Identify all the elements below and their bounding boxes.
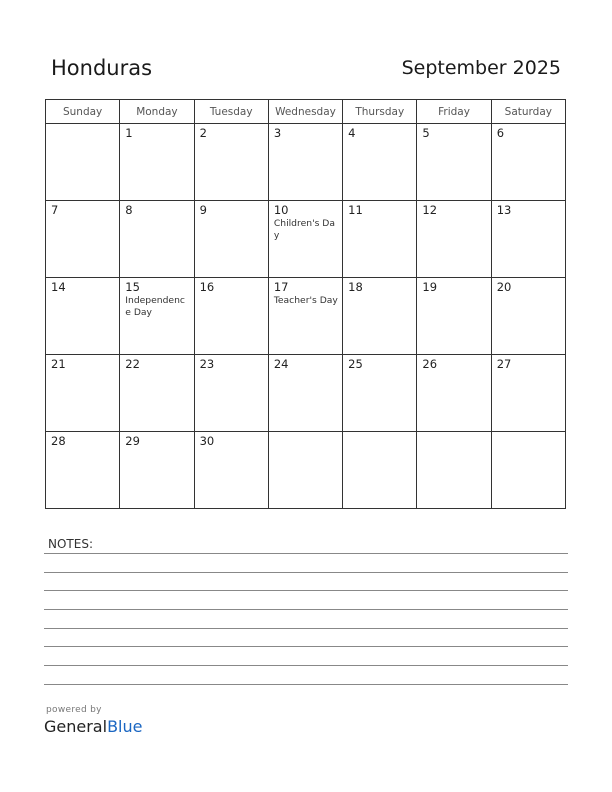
day-cell-content (492, 432, 565, 434)
day-cell (343, 124, 417, 201)
calendar-grid (45, 99, 566, 509)
day-cell (194, 124, 268, 201)
holiday-label: Children's Day (273, 218, 336, 241)
day-cell-content (269, 278, 342, 307)
weekday-header: Sunday (46, 100, 120, 124)
weekday-header: Wednesday (268, 100, 342, 124)
holiday-label: Independence Day (125, 295, 185, 318)
day-cell (417, 278, 491, 355)
day-cell (194, 432, 268, 509)
day-cell (343, 355, 417, 432)
day-number: 23 (199, 357, 215, 371)
day-number: 1 (125, 126, 133, 140)
day-cell (268, 355, 342, 432)
day-number: 19 (422, 280, 438, 294)
week-row (46, 201, 566, 278)
day-cell-content (195, 201, 268, 217)
day-cell-content (46, 355, 119, 371)
day-number: 24 (273, 357, 289, 371)
day-number: 26 (422, 357, 438, 371)
day-cell (120, 124, 194, 201)
day-number: 18 (348, 280, 363, 294)
day-cell (343, 278, 417, 355)
day-cell-content (120, 355, 193, 371)
day-cell-content (120, 124, 193, 140)
day-cell-content (417, 278, 490, 294)
day-number: 20 (496, 280, 512, 294)
day-cell-content (343, 278, 416, 294)
day-cell (194, 355, 268, 432)
day-cell (268, 432, 342, 509)
day-cell-content (417, 201, 490, 217)
day-cell-content (417, 432, 490, 434)
day-number: 4 (348, 126, 356, 140)
day-cell-content (195, 432, 268, 448)
note-line (44, 553, 568, 554)
notes-label: NOTES: (48, 537, 93, 551)
day-number: 8 (125, 203, 133, 217)
brand-logo (44, 717, 142, 736)
day-cell (491, 278, 565, 355)
day-number: 3 (273, 126, 282, 140)
day-cell-content (492, 278, 565, 294)
day-number: 7 (51, 203, 59, 217)
day-cell (120, 355, 194, 432)
day-number: 21 (51, 357, 66, 371)
day-cell-content (269, 201, 342, 242)
week-row (46, 124, 566, 201)
day-cell-content (195, 355, 268, 371)
brand-name-general: General (44, 717, 108, 736)
day-cell-content (195, 124, 268, 140)
day-number: 27 (496, 357, 512, 371)
day-number: 15 (125, 280, 140, 294)
day-cell (417, 124, 491, 201)
day-number: 13 (496, 203, 512, 217)
month-title: September 2025 (401, 57, 561, 79)
day-cell-content (46, 124, 119, 126)
weekday-header-row (46, 100, 566, 124)
day-number: 11 (348, 203, 363, 217)
day-cell-content (269, 355, 342, 371)
day-number: 2 (199, 126, 207, 140)
day-cell (343, 201, 417, 278)
day-cell-content (492, 355, 565, 371)
day-cell-content (120, 201, 193, 217)
note-line (44, 572, 568, 573)
day-number: 9 (199, 203, 207, 217)
note-line (44, 590, 568, 591)
brand-name-blue: Blue (107, 717, 143, 736)
day-cell-content (417, 124, 490, 140)
day-cell (491, 124, 565, 201)
day-cell (417, 355, 491, 432)
day-cell (417, 201, 491, 278)
day-cell (120, 201, 194, 278)
day-cell (194, 278, 268, 355)
day-cell-content (46, 278, 119, 294)
day-cell-content (343, 201, 416, 217)
day-cell-content (195, 278, 268, 294)
day-cell-content (269, 432, 342, 434)
day-cell-content (492, 201, 565, 217)
day-cell-content (46, 432, 119, 448)
day-cell (46, 124, 120, 201)
day-cell (120, 432, 194, 509)
day-cell-content (120, 432, 193, 448)
day-cell (491, 432, 565, 509)
day-cell-content (492, 124, 565, 140)
weekday-header: Monday (120, 100, 194, 124)
day-cell (343, 432, 417, 509)
day-number: 29 (125, 434, 140, 448)
day-number: 14 (51, 280, 66, 294)
day-number: 28 (51, 434, 66, 448)
day-number: 12 (422, 203, 438, 217)
day-cell (268, 201, 342, 278)
note-line (44, 628, 568, 629)
weekday-header: Saturday (491, 100, 565, 124)
day-cell-content (343, 432, 416, 434)
day-cell-content (46, 201, 119, 217)
day-cell (268, 278, 342, 355)
note-line (44, 665, 568, 666)
day-number: 16 (199, 280, 215, 294)
weekday-header: Thursday (343, 100, 417, 124)
day-cell-content (417, 355, 490, 371)
day-cell (268, 124, 342, 201)
day-number: 25 (348, 357, 363, 371)
note-line (44, 646, 568, 647)
powered-by-text: powered by (46, 705, 102, 715)
day-number: 6 (496, 126, 505, 140)
day-cell (46, 355, 120, 432)
note-line (44, 684, 568, 685)
week-row (46, 355, 566, 432)
day-cell-content (269, 124, 342, 140)
day-number: 17 (273, 280, 289, 294)
day-cell-content (120, 278, 193, 319)
country-title: Honduras (51, 56, 153, 80)
holiday-label: Teacher's Day (273, 295, 338, 306)
day-number: 22 (125, 357, 140, 371)
day-cell (417, 432, 491, 509)
day-cell (120, 278, 194, 355)
day-number: 10 (273, 203, 289, 217)
day-cell (491, 355, 565, 432)
day-number: 5 (422, 126, 430, 140)
day-cell (194, 201, 268, 278)
weekday-header: Friday (417, 100, 491, 124)
day-cell (491, 201, 565, 278)
week-row (46, 432, 566, 509)
day-cell-content (343, 124, 416, 140)
weekday-header: Tuesday (194, 100, 268, 124)
day-cell (46, 432, 120, 509)
day-number: 30 (199, 434, 215, 448)
day-cell (46, 278, 120, 355)
day-cell (46, 201, 120, 278)
day-cell-content (343, 355, 416, 371)
week-row (46, 278, 566, 355)
note-line (44, 609, 568, 610)
